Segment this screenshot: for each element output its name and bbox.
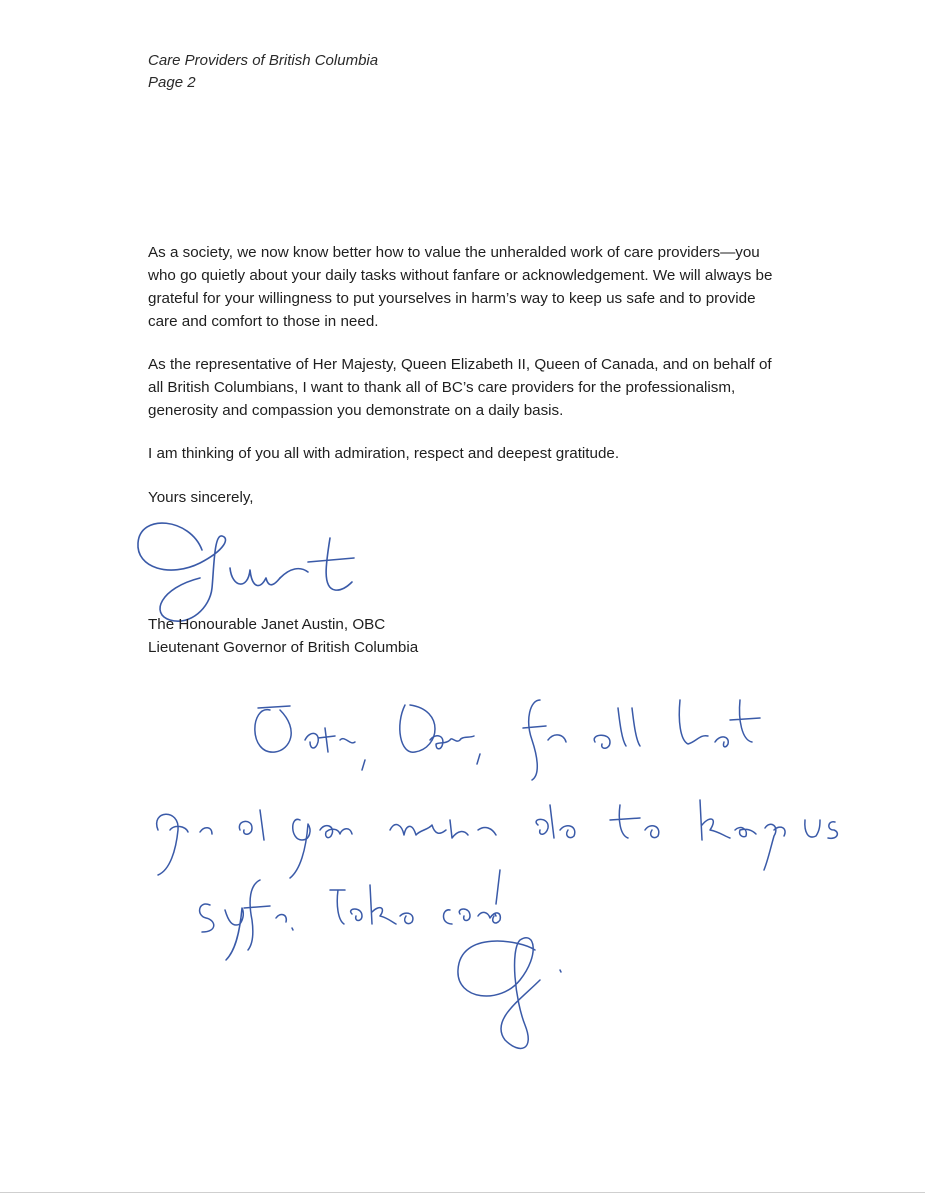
signatory-title: Lieutenant Governor of British Columbia bbox=[148, 639, 419, 656]
signatory-name: The Honourable Janet Austin, OBC bbox=[148, 616, 386, 633]
paragraph-3: I am thinking of you all with admiration, respect and deepest gratitude. bbox=[148, 445, 620, 462]
signature-block bbox=[148, 613, 418, 659]
paragraph-1: As a society, we now know better how to value the unheralded work of care providers—you who go quietly about your daily tasks without fanfare or acknowledgement. We will always be grateful for your willingness to put yourselves in harm’s way to keep us safe and to provide care and comfort to those in need. bbox=[148, 244, 773, 330]
header-page-number: Page 2 bbox=[148, 74, 196, 91]
handwritten-note bbox=[140, 680, 840, 1060]
letter-header bbox=[148, 50, 378, 94]
closing-salutation: Yours sincerely, bbox=[148, 489, 254, 506]
page-bottom-edge bbox=[0, 1192, 925, 1193]
paragraph-2: As the representative of Her Majesty, Queen Elizabeth II, Queen of Canada, and on behalf of all British Columbians, I want to thank all of BC’s care providers for the professionalism, generosity and compassion you demonstrate on a daily basis. bbox=[148, 356, 772, 419]
header-organization: Care Providers of British Columbia bbox=[148, 52, 379, 69]
